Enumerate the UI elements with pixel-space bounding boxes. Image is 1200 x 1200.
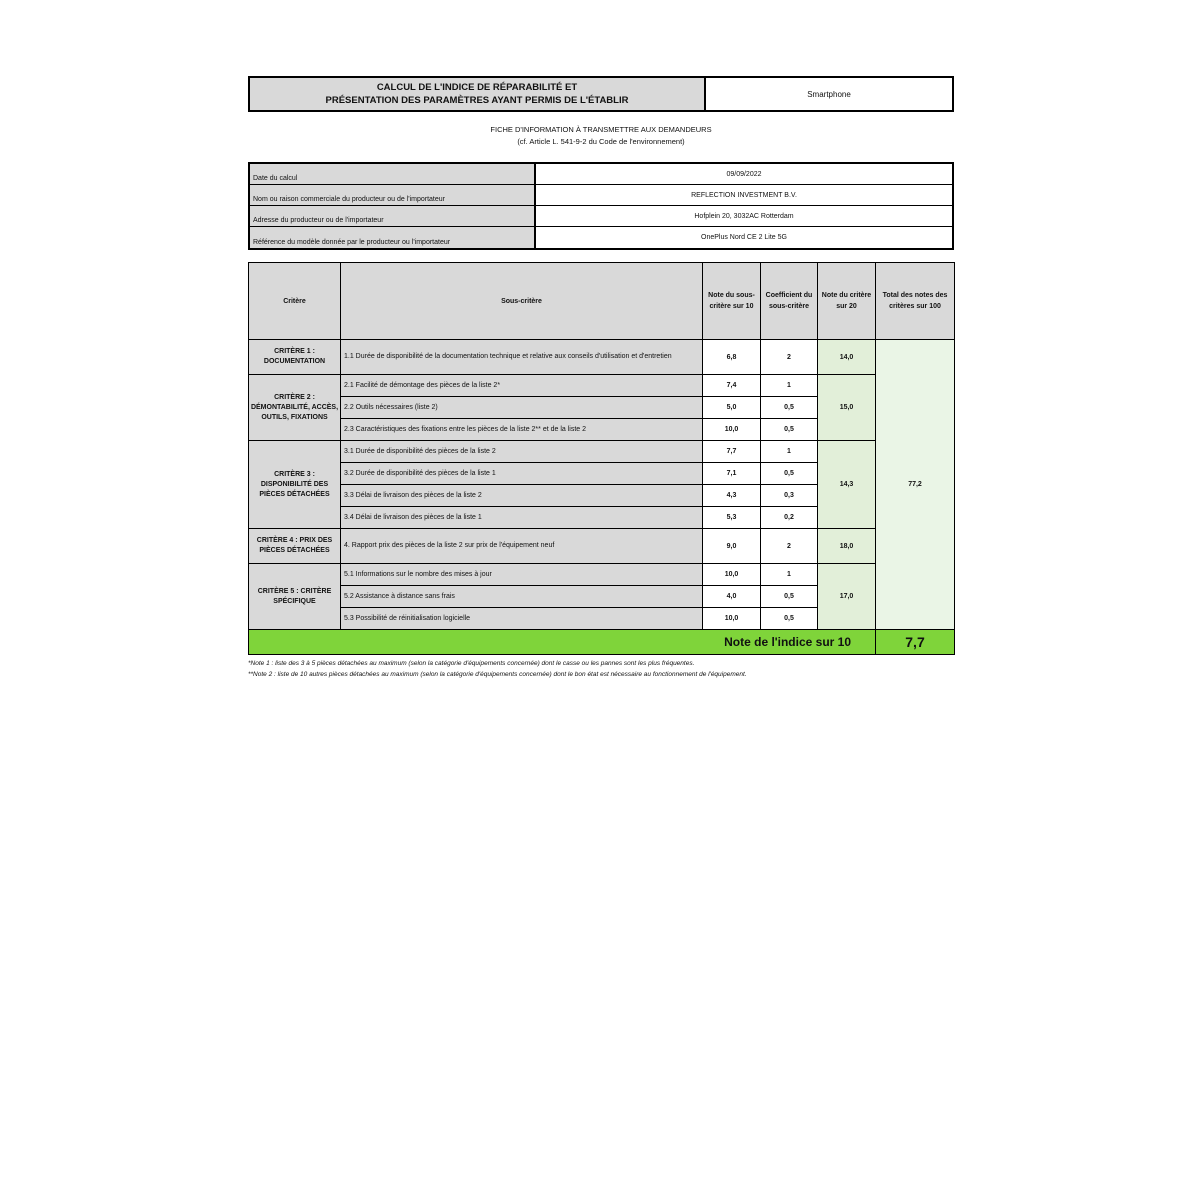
sub-criterion-coef: 1 [761,441,818,463]
sub-criterion-coef: 0,5 [761,463,818,485]
sub-criterion-note: 7,4 [703,375,761,397]
final-score-value: 7,7 [876,630,955,655]
footnote-1: *Note 1 : liste des 3 à 5 pièces détachées au maximum (selon la catégorie d'équipements concernée) dont le casse ou les pannes sont les plus fréquentes. [248,660,695,667]
header [248,76,954,112]
sub-criterion-coef: 2 [761,529,818,564]
subheader-line1: FICHE D'INFORMATION À TRANSMETTRE AUX DEMANDEURS [490,125,712,134]
sub-criterion-label: 3.3 Délai de livraison des pièces de la liste 2 [341,485,703,507]
col-header-criteria: Critère [249,263,341,340]
table-row [249,529,955,564]
total-score-100: 77,2 [876,340,955,630]
table-header-row [249,263,955,340]
sub-criterion-note: 10,0 [703,419,761,441]
header-title-line1: CALCUL DE L'INDICE DE RÉPARABILITÉ ET [376,82,578,93]
sub-criterion-note: 7,1 [703,463,761,485]
sub-criterion-coef: 0,5 [761,419,818,441]
criterion-score: 18,0 [818,529,876,564]
sub-criterion-label: 4. Rapport prix des pièces de la liste 2 sur prix de l'équipement neuf [341,529,703,564]
subheader-line2: (cf. Article L. 541-9-2 du Code de l'environnement) [517,137,685,146]
sub-criterion-note: 6,8 [703,340,761,375]
sub-criterion-label: 3.2 Durée de disponibilité des pièces de la liste 1 [341,463,703,485]
subheader [248,124,954,150]
table-row [249,340,955,375]
criterion-name: CRITÈRE 5 : CRITÈRE SPÉCIFIQUE [249,564,341,630]
criterion-score: 15,0 [818,375,876,441]
sub-criterion-coef: 0,2 [761,507,818,529]
info-label: Référence du modèle donnée par le producteur ou l'importateur [250,227,536,248]
criterion-name: CRITÈRE 1 : DOCUMENTATION [249,340,341,375]
info-value: REFLECTION INVESTMENT B.V. [691,191,797,199]
info-row [250,164,952,185]
sub-criterion-label: 2.2 Outils nécessaires (liste 2) [341,397,703,419]
col-header-total: Total des notes des critères sur 100 [876,263,955,340]
sub-criterion-coef: 0,5 [761,608,818,630]
info-label: Adresse du producteur ou de l'importateur [250,206,536,226]
sub-criterion-label: 2.1 Facilité de démontage des pièces de la liste 2* [341,375,703,397]
sub-criterion-label: 5.3 Possibilité de réinitialisation logicielle [341,608,703,630]
criterion-score: 14,3 [818,441,876,529]
info-row [250,185,952,206]
sub-criterion-label: 3.1 Durée de disponibilité des pièces de la liste 2 [341,441,703,463]
info-label: Nom ou raison commerciale du producteur ou de l'importateur [250,185,536,205]
criterion-score: 14,0 [818,340,876,375]
criterion-name: CRITÈRE 3 : DISPONIBILITÉ DES PIÈCES DÉTACHÉES [249,441,341,529]
criterion-name: CRITÈRE 2 : DÉMONTABILITÉ, ACCÈS, OUTILS, FIXATIONS [249,375,341,441]
info-label: Date du calcul [250,164,536,184]
table-row [249,441,955,463]
sub-criterion-note: 5,0 [703,397,761,419]
info-value: 09/09/2022 [726,170,762,178]
sub-criterion-label: 5.2 Assistance à distance sans frais [341,586,703,608]
sub-criterion-label: 3.4 Délai de livraison des pièces de la liste 1 [341,507,703,529]
sub-criterion-note: 7,7 [703,441,761,463]
criteria-table [248,262,955,655]
sub-criterion-coef: 1 [761,375,818,397]
footnotes [248,658,954,680]
info-row [250,206,952,227]
repairability-sheet [248,76,954,680]
header-title-line2: PRÉSENTATION DES PARAMÈTRES AYANT PERMIS DE L'ÉTABLIR [325,95,629,106]
sub-criterion-coef: 2 [761,340,818,375]
col-header-sub-criteria: Sous-critère [341,263,703,340]
sub-criterion-label: 5.1 Informations sur le nombre des mises à jour [341,564,703,586]
sub-criterion-note: 10,0 [703,608,761,630]
sub-criterion-label: 2.3 Caractéristiques des fixations entre les pièces de la liste 2** et de la liste 2 [341,419,703,441]
sub-criterion-note: 4,3 [703,485,761,507]
col-header-coef: Coefficient du sous-critère [761,263,818,340]
info-table [248,162,954,250]
info-row [250,227,952,248]
sub-criterion-note: 9,0 [703,529,761,564]
sub-criterion-coef: 0,5 [761,586,818,608]
sub-criterion-label: 1.1 Durée de disponibilité de la documentation technique et relative aux conseils d'utilisation et d'entretien [341,340,703,375]
final-score-row [249,630,955,655]
info-value: Hofplein 20, 3032AC Rotterdam [694,212,794,220]
table-row [249,375,955,397]
col-header-note-crit: Note du critère sur 20 [818,263,876,340]
criterion-name: CRITÈRE 4 : PRIX DES PIÈCES DÉTACHÉES [249,529,341,564]
header-title [250,78,706,110]
sub-criterion-coef: 1 [761,564,818,586]
info-value: OnePlus Nord CE 2 Lite 5G [701,234,787,241]
product-category: Smartphone [807,89,851,99]
sub-criterion-coef: 0,5 [761,397,818,419]
sub-criterion-note: 5,3 [703,507,761,529]
criterion-score: 17,0 [818,564,876,630]
col-header-note-sub: Note du sous-critère sur 10 [703,263,761,340]
sub-criterion-note: 4,0 [703,586,761,608]
final-score-label: Note de l'indice sur 10 [249,630,876,655]
footnote-2: **Note 2 : liste de 10 autres pièces détachées au maximum (selon la catégorie d'équipements concernée) dont le bon état est nécessaire au fonctionnement de l'équipement. [248,671,747,678]
sub-criterion-note: 10,0 [703,564,761,586]
sub-criterion-coef: 0,3 [761,485,818,507]
table-row [249,564,955,586]
